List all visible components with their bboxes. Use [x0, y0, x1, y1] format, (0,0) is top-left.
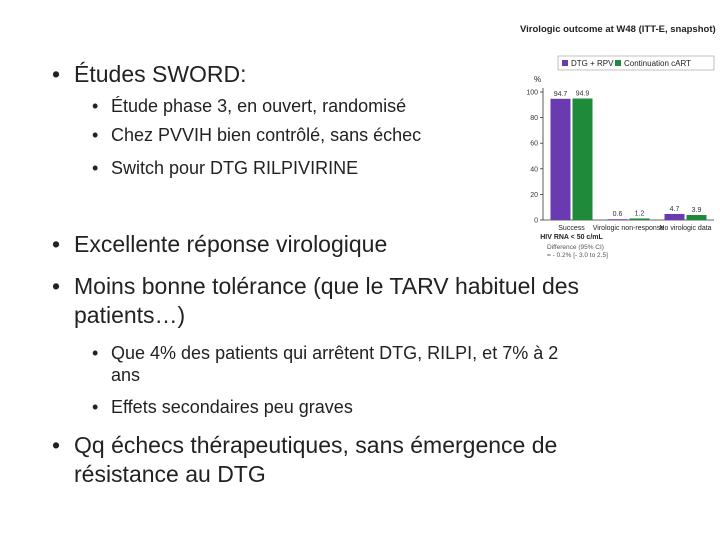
bullet-text-line: Moins bonne tolérance (que le TARV habituel des: [74, 273, 580, 299]
bullet-response: [52, 230, 387, 259]
sub-bullet-switch: [92, 157, 358, 179]
y-tick-label: 20: [530, 191, 538, 199]
virologic-outcome-chart: [520, 18, 716, 268]
bullet-marker: •: [92, 125, 99, 145]
data-label: 1.2: [634, 210, 645, 218]
bar-continuation-cart-2: [687, 215, 707, 220]
bullet-marker: •: [52, 61, 61, 87]
bar-dtg-rpv-1: [608, 219, 628, 220]
chart-title: Virologic outcome at W48 (ITT-E, snapshot): [520, 24, 716, 35]
category-label: Success: [558, 225, 585, 232]
category-label: No virologic data: [659, 225, 712, 232]
bullet-marker: •: [52, 231, 61, 257]
legend-label: DTG + RPV: [571, 59, 614, 68]
difference-value: = - 0.2% [- 3.0 to 2.5]: [547, 252, 608, 259]
bullet-text: Effets secondaires peu graves: [111, 397, 353, 417]
y-tick-label: 40: [530, 166, 538, 174]
bullet-text-line: résistance au DTG: [74, 461, 266, 487]
y-tick-label: 100: [526, 89, 538, 97]
bullet-text: [111, 342, 558, 386]
bullet-text: Excellente réponse virologique: [74, 231, 388, 257]
bullet-marker: •: [92, 96, 99, 116]
legend-swatch: [615, 60, 621, 66]
bar-dtg-rpv-0: [551, 99, 571, 220]
bullet-marker: •: [52, 273, 61, 299]
bullet-marker: •: [92, 397, 99, 417]
bullet-text: [74, 272, 579, 330]
data-label: 4.7: [669, 205, 680, 213]
data-label: 0.6: [612, 211, 623, 219]
y-axis-label: %: [534, 75, 542, 84]
data-label: 3.9: [691, 207, 702, 215]
bullet-text: Switch pour DTG RILPIVIRINE: [111, 158, 359, 178]
data-label: 94.9: [575, 90, 590, 98]
sub-bullet-phase3: [92, 95, 406, 117]
bullet-text-line: ans: [111, 365, 141, 385]
y-tick-label: 80: [530, 115, 538, 123]
y-tick-label: 0: [534, 217, 538, 225]
bullet-marker: •: [52, 432, 61, 458]
bar-continuation-cart-0: [573, 99, 593, 220]
difference-label: Difference (95% CI): [547, 244, 604, 251]
chart-svg: [520, 18, 716, 268]
bullet-marker: •: [92, 343, 99, 363]
bullet-text: Études SWORD:: [74, 61, 247, 87]
bullet-text: Étude phase 3, en ouvert, randomisé: [111, 96, 407, 116]
bullet-failures: [52, 431, 557, 489]
y-tick-label: 60: [530, 140, 538, 148]
bullet-text: Chez PVVIH bien contrôlé, sans échec: [111, 125, 422, 145]
bullet-text-line: Qq échecs thérapeutiques, sans émergence de: [74, 432, 558, 458]
legend-label: Continuation cART: [624, 59, 691, 68]
bullet-marker: •: [92, 158, 99, 178]
bullet-text-line: Que 4% des patients qui arrêtent DTG, RILPI, et 7% à 2: [111, 343, 559, 363]
category-sublabel: HIV RNA < 50 c/mL: [540, 234, 603, 241]
bar-dtg-rpv-2: [665, 214, 685, 220]
bullet-text-line: patients…): [74, 302, 186, 328]
legend-swatch: [562, 60, 568, 66]
bullet-text: [74, 431, 557, 489]
sub-bullet-discontinuation: [92, 342, 558, 386]
sub-bullet-side-effects: [92, 396, 353, 418]
bar-continuation-cart-1: [630, 218, 650, 220]
bullet-tolerance: [52, 272, 579, 330]
bullet-sword: [52, 60, 247, 89]
category-label: Virologic non-response: [592, 225, 665, 232]
sub-bullet-population: [92, 124, 421, 146]
data-label: 94.7: [553, 90, 568, 98]
